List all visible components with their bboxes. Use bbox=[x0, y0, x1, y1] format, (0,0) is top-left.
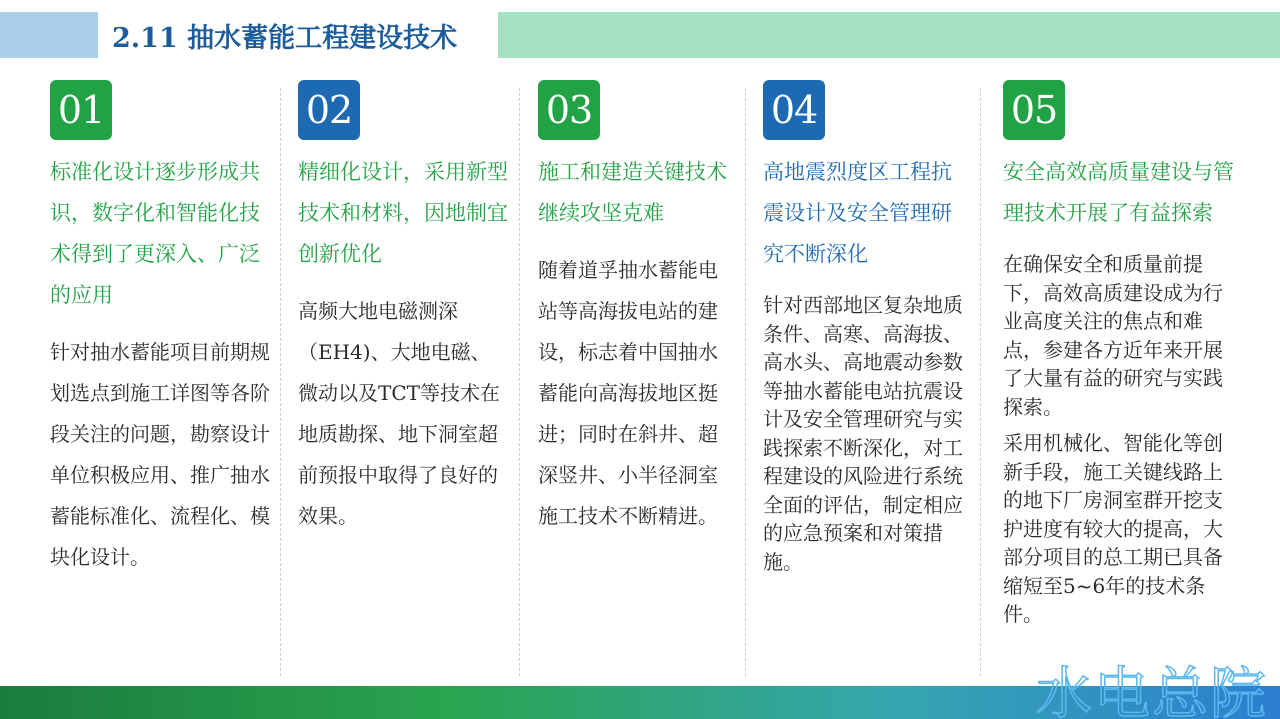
number-badge: 05 bbox=[1003, 80, 1065, 140]
watermark-logo-text: 水电总院 bbox=[1036, 662, 1268, 719]
header-right-band bbox=[498, 12, 1280, 58]
page-title: 2.11 抽水蓄能工程建设技术 bbox=[98, 12, 498, 58]
column-heading: 施工和建造关键技术继续攻坚克难 bbox=[538, 160, 727, 225]
column-divider bbox=[745, 88, 746, 676]
column-divider bbox=[519, 88, 520, 676]
column-04 bbox=[763, 80, 963, 576]
column-03 bbox=[538, 80, 733, 537]
column-heading: 精细化设计，采用新型技术和材料，因地制宜创新优化 bbox=[298, 160, 508, 266]
number-badge: 03 bbox=[538, 80, 600, 140]
column-heading: 安全高效高质量建设与管理技术开展了有益探索 bbox=[1003, 160, 1234, 225]
column-body bbox=[298, 291, 510, 537]
column-02 bbox=[298, 80, 510, 537]
column-divider bbox=[280, 88, 281, 676]
column-body bbox=[1003, 250, 1241, 629]
header-left-band bbox=[0, 12, 98, 58]
body-paragraph: 高频大地电磁测深（EH4)、大地电磁、微动以及TCT等技术在地质勘探、地下洞室超前预报中取得了良好的效果。 bbox=[298, 299, 500, 528]
column-01 bbox=[50, 80, 272, 578]
number-badge: 01 bbox=[50, 80, 112, 140]
body-paragraph: 随着道孚抽水蓄能电站等高海拔电站的建设，标志着中国抽水蓄能向高海拔地区挺进；同时在斜井、超深竖井、小半径洞室施工技术不断精进。 bbox=[538, 258, 718, 528]
body-paragraph: 在确保安全和质量前提下，高效高质建设成为行业高度关注的焦点和难点，参建各方近年来开展了大量有益的研究与实践探索。 bbox=[1003, 252, 1223, 419]
column-body bbox=[50, 332, 272, 578]
number-badge: 04 bbox=[763, 80, 825, 140]
column-divider bbox=[980, 88, 981, 676]
column-heading: 标准化设计逐步形成共识，数字化和智能化技术得到了更深入、广泛的应用 bbox=[50, 160, 260, 307]
column-05 bbox=[1003, 80, 1241, 629]
number-badge: 02 bbox=[298, 80, 360, 140]
column-body bbox=[538, 250, 733, 537]
body-paragraph: 采用机械化、智能化等创新手段，施工关键线路上的地下厂房洞室群开挖支护进度有较大的提高，大部分项目的总工期已具备缩短至5~6年的技术条件。 bbox=[1003, 431, 1223, 626]
column-heading: 高地震烈度区工程抗震设计及安全管理研究不断深化 bbox=[763, 160, 952, 266]
column-body bbox=[763, 291, 963, 576]
body-paragraph: 针对西部地区复杂地质条件、高寒、高海拔、高水头、高地震动参数等抽水蓄能电站抗震设计及安全管理研究与实践探索不断深化，对工程建设的风险进行系统全面的评估，制定相应的应急预案和对策措施。 bbox=[763, 293, 963, 574]
body-paragraph: 针对抽水蓄能项目前期规划选点到施工详图等各阶段关注的问题，勘察设计单位积极应用、推广抽水蓄能标准化、流程化、模块化设计。 bbox=[50, 340, 270, 569]
